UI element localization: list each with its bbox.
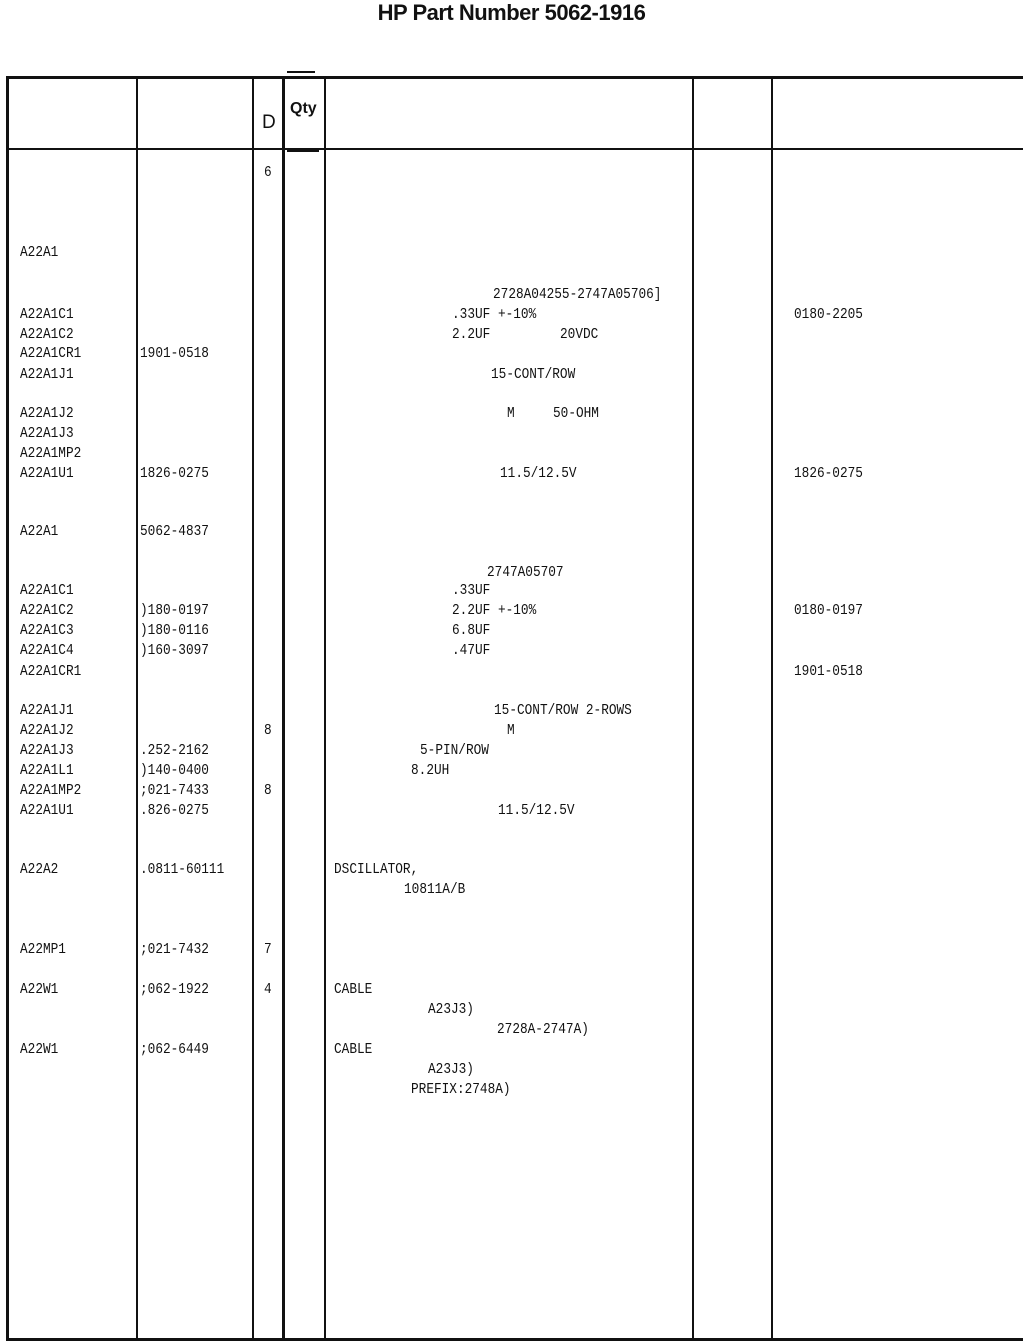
ref-designator: A22A1U1 (20, 466, 74, 482)
part-number: 5062-4837 (140, 524, 209, 540)
description-text: 2747A05707 (487, 565, 564, 581)
ref-designator: A22A1J2 (20, 406, 74, 422)
check-digit: 8 (264, 783, 272, 799)
column-divider (692, 76, 694, 1341)
description-text: 2.2UF +-10% (452, 603, 537, 619)
ref-designator: A22A1L1 (20, 763, 74, 779)
header-qty: Qty (290, 100, 317, 117)
description-text: CABLE (334, 982, 373, 998)
description-text: 2728A04255-2747A05706] (493, 287, 662, 303)
ref-designator: A22A1C2 (20, 603, 74, 619)
part-number: .252-2162 (140, 743, 209, 759)
ref-designator: A22A1MP2 (20, 446, 82, 462)
description-text: PREFIX:2748A) (411, 1082, 511, 1098)
check-digit: 6 (264, 165, 272, 181)
description-text: 11.5/12.5V (500, 466, 577, 482)
description-text: 10811A/B (404, 882, 466, 898)
description-text: DSCILLATOR, (334, 862, 419, 878)
description-text: A23J3) (428, 1002, 474, 1018)
column-divider (136, 76, 138, 1341)
mfr-part-number: 1901-0518 (794, 664, 863, 680)
ref-designator: A22A1J1 (20, 703, 74, 719)
description-text: 20VDC (560, 327, 599, 343)
ref-designator: A22A1MP2 (20, 783, 82, 799)
description-text: 6.8UF (452, 623, 491, 639)
ref-designator: A22A1J3 (20, 743, 74, 759)
mfr-part-number: 0180-0197 (794, 603, 863, 619)
ref-designator: A22A1C2 (20, 327, 74, 343)
table-bottom-border (6, 1338, 1023, 1341)
header-divider (6, 148, 1023, 150)
description-text: CABLE (334, 1042, 373, 1058)
column-divider (282, 76, 285, 1341)
ref-designator: A22A2 (20, 862, 59, 878)
part-number: 1826-0275 (140, 466, 209, 482)
part-number: )160-3097 (140, 643, 209, 659)
column-divider (324, 76, 326, 1341)
description-text: 2.2UF (452, 327, 491, 343)
part-number: ;062-1922 (140, 982, 209, 998)
check-digit: 4 (264, 982, 272, 998)
column-divider (252, 76, 254, 1341)
ref-designator: A22A1J2 (20, 723, 74, 739)
table-top-border (6, 76, 1023, 79)
ref-designator: A22A1C1 (20, 307, 74, 323)
description-text: .47UF (452, 643, 491, 659)
column-divider (771, 76, 773, 1341)
ref-designator: A22A1C4 (20, 643, 74, 659)
description-text: 5-PIN/ROW (420, 743, 489, 759)
check-digit: 7 (264, 942, 272, 958)
part-number: )180-0116 (140, 623, 209, 639)
ref-designator: A22A1CR1 (20, 346, 82, 362)
qty-tick (287, 148, 319, 152)
description-text: M (507, 723, 515, 739)
description-text: 11.5/12.5V (498, 803, 575, 819)
ref-designator: A22A1C1 (20, 583, 74, 599)
ref-designator: A22A1J1 (20, 367, 74, 383)
part-number: ;062-6449 (140, 1042, 209, 1058)
ref-designator: A22W1 (20, 982, 59, 998)
ref-designator: A22A1U1 (20, 803, 74, 819)
description-text: .33UF +-10% (452, 307, 537, 323)
ref-designator: A22A1 (20, 524, 59, 540)
mfr-part-number: 1826-0275 (794, 466, 863, 482)
part-number: 1901-0518 (140, 346, 209, 362)
mfr-part-number: 0180-2205 (794, 307, 863, 323)
part-number: )180-0197 (140, 603, 209, 619)
ref-designator: A22MP1 (20, 942, 66, 958)
description-text: 8.2UH (411, 763, 450, 779)
part-number: .0811-60111 (140, 862, 225, 878)
description-text: M (507, 406, 515, 422)
part-number: ;021-7432 (140, 942, 209, 958)
ref-designator: A22A1C3 (20, 623, 74, 639)
ref-designator: A22W1 (20, 1042, 59, 1058)
description-text: A23J3) (428, 1062, 474, 1078)
ref-designator: A22A1CR1 (20, 664, 82, 680)
part-number: .826-0275 (140, 803, 209, 819)
qty-tick (287, 71, 315, 73)
description-text: 2728A-2747A) (497, 1022, 589, 1038)
description-text: 15-CONT/ROW (491, 367, 576, 383)
page-title: HP Part Number 5062-1916 (377, 0, 646, 25)
table-left-border (6, 76, 9, 1341)
part-number: )140-0400 (140, 763, 209, 779)
header-d: D (262, 112, 276, 133)
part-number: ;021-7433 (140, 783, 209, 799)
description-text: 50-OHM (553, 406, 599, 422)
ref-designator: A22A1J3 (20, 426, 74, 442)
description-text: 15-CONT/ROW 2-ROWS (494, 703, 632, 719)
check-digit: 8 (264, 723, 272, 739)
ref-designator: A22A1 (20, 245, 59, 261)
description-text: .33UF (452, 583, 491, 599)
